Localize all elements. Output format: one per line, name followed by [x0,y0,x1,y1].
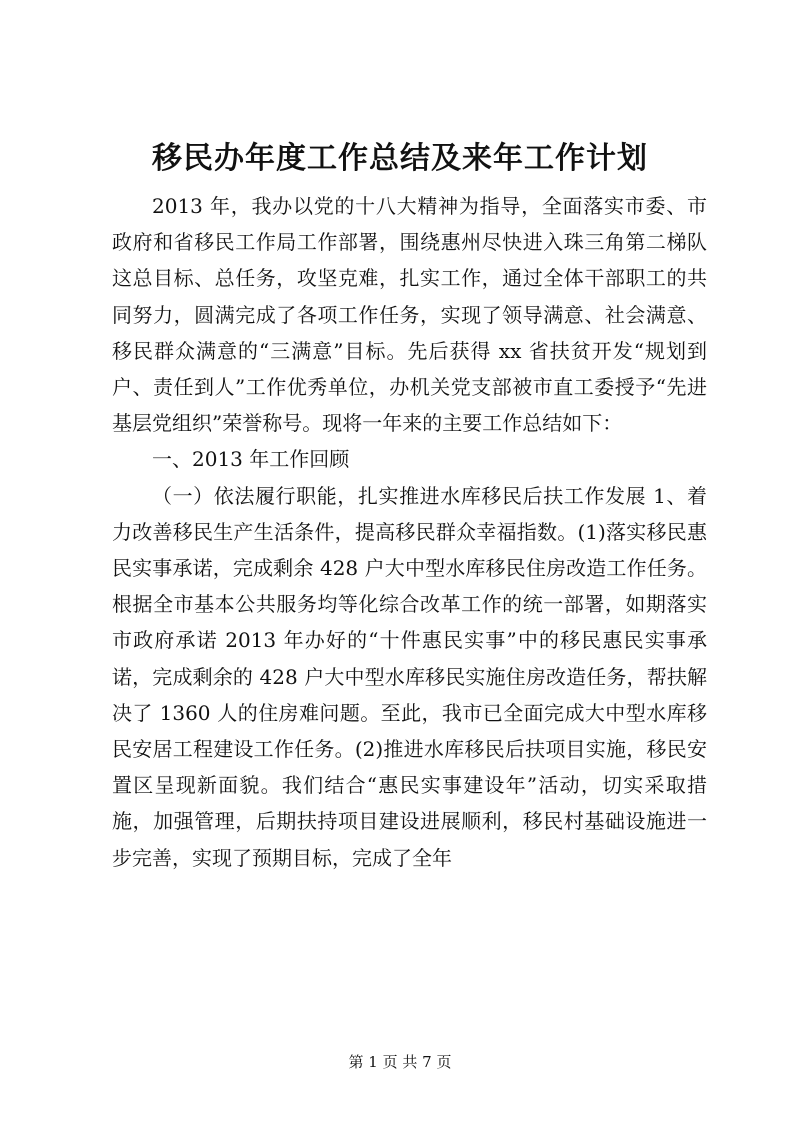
page-title: 移民办年度工作总结及来年工作计划 [152,141,648,176]
section-heading: 一、2013 年工作回顾 [152,447,350,472]
paragraph-section-1: （一）依法履行职能，扎实推进水库移民后扶工作发展 1、着力改善移民生产生活条件，提高移民群众幸福指数。(1)落实移民惠民实事承诺，完成剩余 428 户大中型水库移民住房改造工作任务。根据全市基本公共服务均等化综合改革工作的统一部署，如期落实市政府承诺 2013 年办好的“十件惠民实事”中的移民惠民实事承诺，完成剩余的 428 户大中型水库移民实施住房改造任务，帮扶解决了 1360 人的住房难问题。至此，我市已全面完成大中型水库移民安居工程建设工作任务。(2)推进水库移民后扶项目实施，移民安置区呈现新面貌。我们结合“惠民实事建设年”活动，切实采取措施，加强管理，后期扶持项目建设进展顺利，移民村基础设施进一步完善，实现了预期目标，完成了全年 [112,483,707,870]
page-footer: 第 1 页 共 7 页 [348,1053,452,1071]
document-body [112,188,707,876]
paragraph-intro: 2013 年，我办以党的十八大精神为指导，全面落实市委、市政府和省移民工作局工作部署，围绕惠州尽快进入珠三角第二梯队这总目标、总任务，攻坚克难，扎实工作，通过全体干部职工的共同努力，圆满完成了各项工作任务，实现了领导满意、社会满意、移民群众满意的“三满意”目标。先后获得 xx 省扶贫开发“规划到户、责任到人”工作优秀单位，办机关党支部被市直工委授予“先进基层党组织”荣誉称号。现将一年来的主要工作总结如下： [112,194,707,436]
